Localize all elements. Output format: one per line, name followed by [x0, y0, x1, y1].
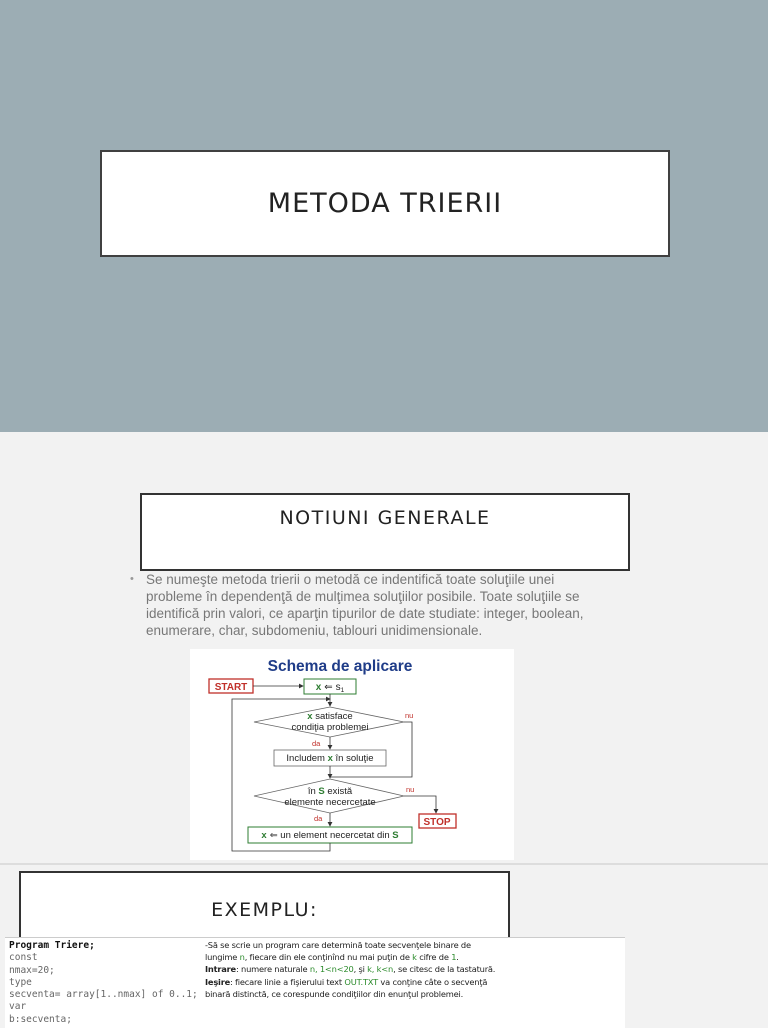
condition-2-yes: da: [314, 814, 323, 823]
desc-input-label: Intrare: [205, 964, 236, 975]
desc-text: -Să se scrie un program care determină toate secvenţele binare de lungime: [205, 940, 471, 963]
condition-2-line1: în S există: [307, 786, 353, 797]
desc-text: , şi: [353, 964, 368, 975]
condition-2-no: nu: [406, 785, 415, 794]
desc-digit-one: 1: [451, 952, 457, 963]
desc-text: .: [456, 952, 459, 963]
problem-statement: [205, 939, 505, 1000]
start-label: START: [214, 682, 248, 693]
bullet-text: Se numeşte metoda trierii o metodă ce indentifică toate soluţiile unei probleme în dependenţă de mulţimea soluţiilor posibile. Toate soluţiile se identifică prin valori, ce aparţin tipurilor de date studiate: integer, boolean, enumerare, char, subdomeniu, tablouri unidimensionale.: [146, 572, 584, 638]
desc-text: cifre de: [416, 952, 452, 963]
bullet-marker: •: [130, 573, 134, 585]
desc-cond-k: k, k<n: [367, 964, 394, 975]
desc-cond-n: n, 1<n<20: [309, 964, 354, 975]
notiuni-heading-box: [140, 493, 630, 571]
pascal-code: [9, 940, 198, 1026]
schema-title: Schema de aplicare: [267, 658, 413, 675]
desc-text: , fiecare din ele conţinînd nu mai puţin de: [244, 952, 413, 963]
desc-var-n: n: [239, 952, 245, 963]
definition-bullet: [130, 571, 610, 639]
notiuni-heading: NOTIUNI GENERALE: [279, 507, 491, 529]
code-line-3: nmax=20;: [9, 964, 55, 976]
code-line-2: const: [9, 952, 38, 964]
desc-file-name: OUT.TXT: [344, 976, 378, 987]
desc-var-k: k: [412, 952, 417, 963]
desc-text: , se citesc de la tastatură.: [393, 964, 496, 975]
condition-1-line1: x satisface: [307, 711, 353, 722]
title-box: [100, 150, 670, 257]
condition-2-line2: elemente necercetate: [284, 797, 376, 808]
code-line-6: var: [9, 1001, 27, 1013]
code-line-1: Program Triere;: [9, 940, 95, 951]
desc-text: : numere naturale: [235, 964, 310, 975]
cond2-no-arrow: [404, 796, 436, 813]
notiuni-slide: [0, 432, 768, 864]
exemplu-heading: EXEMPLU:: [211, 899, 318, 921]
code-line-4: type: [9, 976, 32, 988]
stop-label: STOP: [423, 817, 451, 828]
code-line-7: b:secventa;: [9, 1013, 72, 1025]
example-panel: [5, 937, 625, 1028]
exemplu-slide: [0, 865, 768, 1024]
condition-1-no: nu: [405, 711, 414, 720]
desc-text: : fiecare linie a fişierului text: [230, 976, 345, 987]
code-line-5: secventa= array[1..nmax] of 0..1;: [9, 989, 198, 1001]
condition-1-yes: da: [312, 739, 321, 748]
desc-output-label: Ieşire: [205, 976, 231, 987]
next-element-label: x ⇐ un element necercetat din S: [261, 830, 399, 841]
include-label: Includem x în soluţie: [286, 753, 374, 764]
flowchart-schema: [190, 649, 514, 860]
condition-1-line2: condiţia problemei: [291, 722, 369, 733]
desc-text: va conţine câte o secvenţă binară distinctă, ce corespunde condiţiilor din enunţul problemei.: [205, 976, 488, 999]
slide-title: METODA TRIERII: [267, 188, 503, 219]
flowchart-svg: [190, 649, 514, 860]
assign-label: x ⇐ $s_1$: [315, 682, 345, 694]
title-slide: [0, 0, 768, 432]
